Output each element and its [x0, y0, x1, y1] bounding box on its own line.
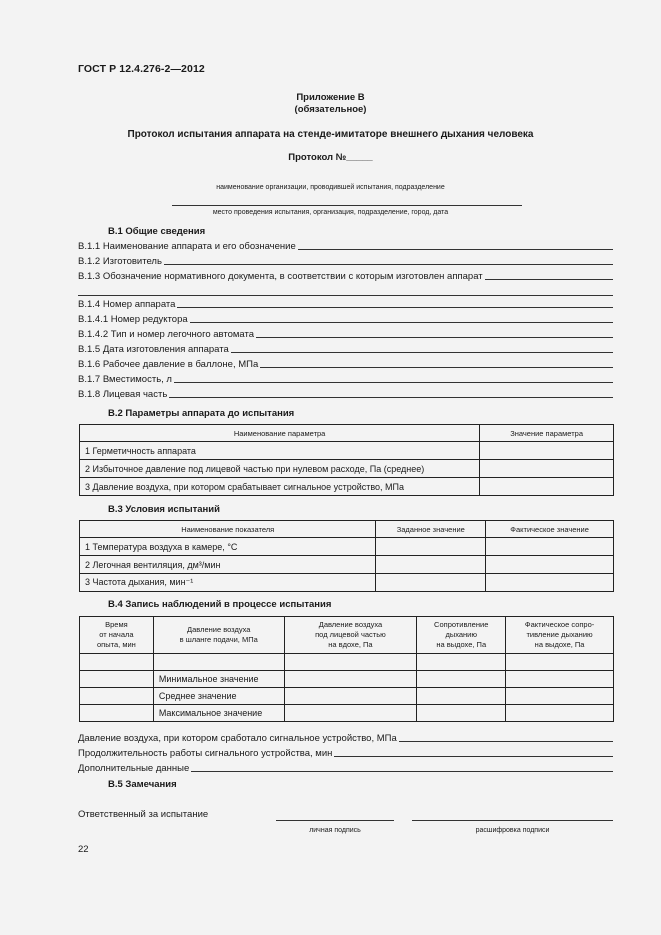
fill-line [169, 397, 613, 398]
value-cell[interactable] [153, 654, 284, 671]
header-cell: Заданное значение [376, 521, 486, 538]
field-b141[interactable] [78, 313, 613, 325]
header-line: Фактическое сопро- [524, 620, 595, 629]
org-caption: наименование организации, проводившей испытания, подразделение [216, 184, 445, 191]
row-label: 2 Легочная вентиляция, дм³/мин [80, 556, 376, 574]
field-signal-duration[interactable] [78, 747, 613, 759]
field-label: Дополнительные данные [78, 763, 190, 774]
row-label: 1 Герметичность аппарата [80, 442, 480, 460]
signature-label: Ответственный за испытание [78, 809, 209, 820]
section3-title: В.3 Условия испытаний [108, 504, 220, 515]
field-label: В.1.4.1 Номер редуктора [78, 314, 188, 325]
fill-line [485, 279, 613, 280]
field-additional-data[interactable] [78, 762, 613, 774]
header-line: Давление воздуха [318, 620, 383, 629]
field-b12[interactable] [78, 255, 613, 267]
header-line: Давление воздуха [187, 625, 251, 634]
value-cell[interactable] [417, 654, 506, 671]
header-line: опыта, мин [97, 640, 136, 649]
value-cell[interactable] [486, 574, 614, 592]
header-line: на выдохе, Па [534, 640, 585, 649]
value-cell[interactable] [80, 671, 154, 688]
value-cell[interactable] [506, 705, 614, 722]
field-label: В.1.3 Обозначение нормативного документа, в соответствии с которым изготовлен аппарат [78, 271, 483, 282]
signature-line[interactable] [276, 820, 394, 821]
row-label: Минимальное значение [153, 671, 284, 688]
params-table [79, 424, 614, 496]
header-cell [506, 617, 614, 654]
annex-title: Приложение В [296, 92, 365, 103]
fill-line [174, 382, 613, 383]
fill-line [334, 756, 613, 757]
field-label: Продолжительность работы сигнального устройства, мин [78, 748, 333, 759]
value-cell[interactable] [284, 705, 417, 722]
field-label: Давление воздуха, при котором сработало сигнальное устройство, МПа [78, 733, 397, 744]
sign-caption: личная подпись [309, 827, 361, 834]
header-cell [153, 617, 284, 654]
section1-title: В.1 Общие сведения [108, 226, 206, 237]
header-line: тивление дыханию [526, 630, 593, 639]
field-b142[interactable] [78, 328, 613, 340]
row-label: Среднее значение [153, 688, 284, 705]
value-cell[interactable] [417, 705, 506, 722]
decode-line[interactable] [412, 820, 613, 821]
header-cell: Наименование параметра [80, 425, 480, 442]
row-label: 3 Давление воздуха, при котором срабатывает сигнальное устройство, МПа [80, 478, 480, 496]
header-line: Сопротивление [434, 620, 489, 629]
fill-line [177, 307, 613, 308]
field-b17[interactable] [78, 373, 613, 385]
protocol-number: Протокол №_____ [288, 152, 373, 163]
field-label: В.1.6 Рабочее давление в баллоне, МПа [78, 359, 259, 370]
place-line [172, 205, 522, 206]
page-number: 22 [78, 844, 89, 855]
field-label: В.1.1 Наименование аппарата и его обозначение [78, 241, 296, 252]
header-cell: Фактическое значение [486, 521, 614, 538]
value-cell[interactable] [506, 654, 614, 671]
section2-title: В.2 Параметры аппарата до испытания [108, 408, 295, 419]
field-b13[interactable] [78, 270, 613, 282]
header-cell: Наименование показателя [80, 521, 376, 538]
field-b18[interactable] [78, 388, 613, 400]
field-signal-pressure[interactable] [78, 732, 613, 744]
protocol-title: Протокол испытания аппарата на стенде-имитаторе внешнего дыхания человека [127, 129, 534, 140]
field-b14[interactable] [78, 298, 613, 310]
row-label: 1 Температура воздуха в камере, °С [80, 538, 376, 556]
value-cell[interactable] [486, 556, 614, 574]
value-cell[interactable] [480, 460, 614, 478]
row-label: 3 Частота дыхания, мин⁻¹ [80, 574, 376, 592]
header-line: на вдохе, Па [328, 640, 373, 649]
field-label: В.1.4 Номер аппарата [78, 299, 176, 310]
field-label: В.1.8 Лицевая часть [78, 389, 168, 400]
value-cell[interactable] [80, 705, 154, 722]
section5-title: В.5 Замечания [108, 779, 177, 790]
field-b11[interactable] [78, 240, 613, 252]
header-line: дыханию [445, 630, 477, 639]
header-cell [80, 617, 154, 654]
value-cell[interactable] [284, 654, 417, 671]
field-b16[interactable] [78, 358, 613, 370]
value-cell[interactable] [506, 688, 614, 705]
value-cell[interactable] [417, 688, 506, 705]
fill-line [164, 264, 613, 265]
value-cell[interactable] [376, 538, 486, 556]
fill-line [231, 352, 613, 353]
observations-table [79, 616, 614, 722]
section4-title: В.4 Запись наблюдений в процессе испытания [108, 599, 332, 610]
header-cell: Значение параметра [480, 425, 614, 442]
value-cell[interactable] [376, 556, 486, 574]
value-cell[interactable] [506, 671, 614, 688]
value-cell[interactable] [376, 574, 486, 592]
fill-line [260, 367, 613, 368]
standard-code: ГОСТ Р 12.4.276-2—2012 [78, 63, 205, 75]
fill-line [256, 337, 613, 338]
value-cell[interactable] [417, 671, 506, 688]
header-line: от начала [99, 630, 134, 639]
header-line: под лицевой частью [315, 630, 386, 639]
value-cell[interactable] [480, 478, 614, 496]
value-cell[interactable] [80, 654, 154, 671]
header-cell [284, 617, 417, 654]
field-label: В.1.4.2 Тип и номер легочного автомата [78, 329, 255, 340]
value-cell[interactable] [80, 688, 154, 705]
header-line: на выдохе, Па [436, 640, 487, 649]
header-cell [417, 617, 506, 654]
value-cell[interactable] [486, 538, 614, 556]
row-label: 2 Избыточное давление под лицевой частью при нулевом расходе, Па (среднее) [80, 460, 480, 478]
annex-status: (обязательное) [294, 104, 367, 115]
fill-line [190, 322, 613, 323]
header-line: Время [105, 620, 128, 629]
fill-line [191, 771, 613, 772]
fill-line [399, 741, 613, 742]
field-b13-extra-line [78, 295, 613, 296]
field-b15[interactable] [78, 343, 613, 355]
value-cell[interactable] [480, 442, 614, 460]
value-cell[interactable] [284, 688, 417, 705]
place-caption: место проведения испытания, организация, подразделение, город, дата [212, 209, 449, 216]
field-label: В.1.7 Вместимость, л [78, 374, 172, 385]
fill-line [298, 249, 613, 250]
row-label: Максимальное значение [153, 705, 284, 722]
value-cell[interactable] [284, 671, 417, 688]
decode-caption: расшифровка подписи [475, 827, 550, 834]
field-label: В.1.5 Дата изготовления аппарата [78, 344, 229, 355]
header-line: в шланге подачи, МПа [179, 635, 258, 644]
conditions-table [79, 520, 614, 592]
field-label: В.1.2 Изготовитель [78, 256, 162, 267]
